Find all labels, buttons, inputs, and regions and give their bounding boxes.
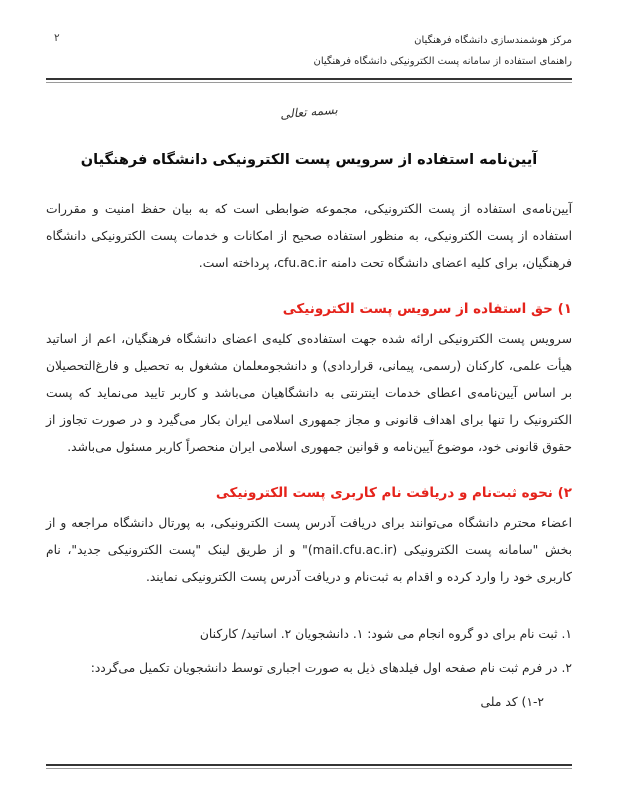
bismillah-container xyxy=(0,101,618,120)
header-org-line: مرکز هوشمندسازی دانشگاه فرهنگیان xyxy=(414,35,572,46)
registration-steps-list xyxy=(46,621,572,716)
document-title: آیین‌نامه استفاده از سرویس پست الکترونیکی دانشگاه فرهنگیان xyxy=(80,152,538,168)
section-1-body: سرویس پست الکترونیکی ارائه شده جهت استفاده‌ی کلیه‌ی اعضای دانشگاه فرهنگیان، اعم از اساتید هیأت علمی، کارکنان (رسمی، پیمانی، قراردادی) و دانشجومعلمان مشغول به تحصیل و فارغ‌التحصیلان بر اساس آیین‌نامه‌ی اعطای خدمات اینترنتی به دانشگاهیان می‌باشد و کاربر تایید می‌نماید که پست الکترونیک را تنها برای اهداف قانونی و مجاز جمهوری اسلامی ایران بکار می‌گیرد و در صورت تجاوز از حقوق قانونی خود، موضوع آیین‌نامه و قوانین جمهوری اسلامی ایران منحصراً کاربر مسئول می‌باشد. xyxy=(46,332,572,454)
list-item-groups: ۱. ثبت نام برای دو گروه انجام می شود: ۱. دانشجویان ۲. اساتید/ کارکنان xyxy=(199,627,572,641)
header-doc-line: راهنمای استفاده از سامانه پست الکترونیکی دانشگاه فرهنگیان xyxy=(313,56,572,67)
list-item-form-fields: ۲. در فرم ثبت نام صفحه اول فیلدهای ذیل به صورت اجباری توسط دانشجویان تکمیل می‌گردد: xyxy=(90,661,572,675)
bismillah-text: بسمه تعالی xyxy=(279,102,339,122)
header-text-block xyxy=(313,30,572,72)
header-divider xyxy=(46,78,572,83)
sub-list-item-national-code: ۱-۲) کد ملی xyxy=(480,695,544,709)
section-1-heading: ۱) حق استفاده از سرویس پست الکترونیکی xyxy=(282,301,572,317)
section-2-heading: ۲) نحوه ثبت‌نام و دریافت نام کاربری پست الکترونیکی xyxy=(215,485,572,501)
page-number: ۲ xyxy=(54,32,60,44)
page-header xyxy=(0,0,618,72)
footer-divider xyxy=(46,764,572,769)
intro-paragraph: آیین‌نامه‌ی استفاده از پست الکترونیکی، مجموعه ضوابطی است که به بیان حفظ امنیت و مقررات استفاده از پست الکترونیکی، به منظور استفاده صحیح از امکانات و خدمات پست الکترونیکی دانشگاه فرهنگیان، برای کلیه اعضای دانشگاه تحت دامنه cfu.ac.ir، پرداخته است. xyxy=(46,202,572,270)
section-2-body: اعضاء محترم دانشگاه می‌توانند برای دریافت آدرس پست الکترونیکی، به پورتال دانشگاه مراجعه و از بخش "سامانه پست الکترونیکی (mail.cfu.ac.ir)" و از طریق لینک "پست الکترونیکی جدید"، نام کاربری خود را وارد کرده و اقدام به ثبت‌نام و دریافت آدرس پست الکترونیکی نمایند. xyxy=(46,516,572,584)
